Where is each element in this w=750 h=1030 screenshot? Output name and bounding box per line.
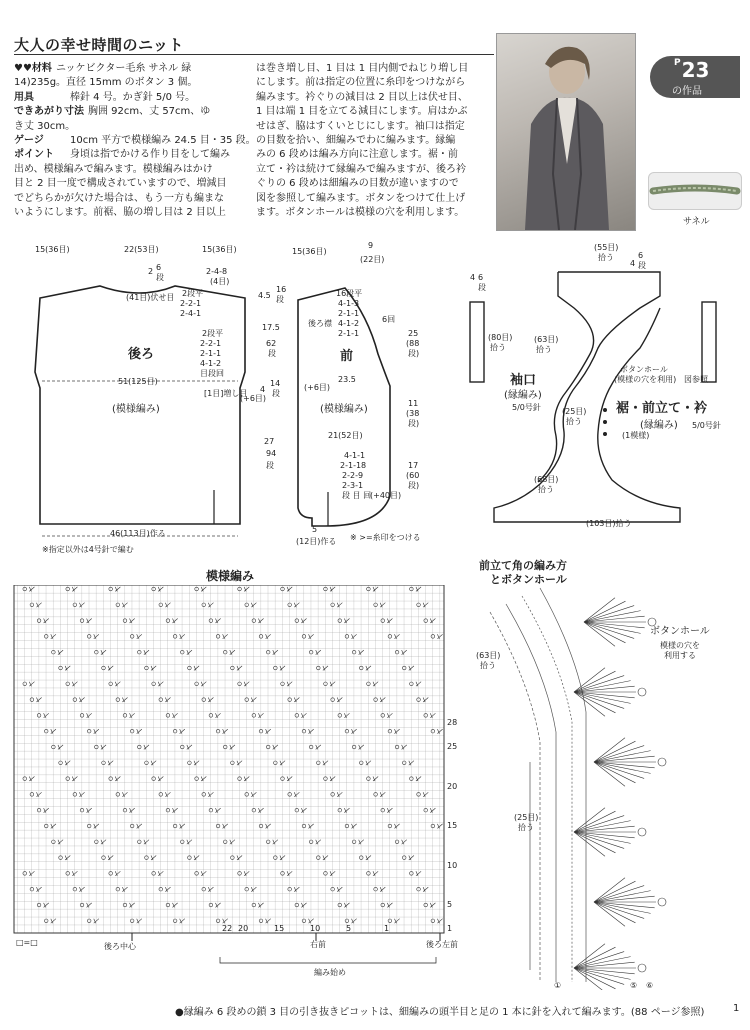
crochet-stitch xyxy=(594,762,625,786)
chart-start-label: 編み始め xyxy=(314,968,346,977)
front-neck-dec: 2-1-1 xyxy=(338,309,360,318)
front-hem-inc: 4-1-1 xyxy=(344,451,366,460)
crochet-stitch xyxy=(574,808,605,832)
crochet-mark: ① xyxy=(554,981,562,990)
page-title: 大人の幸せ時間のニット xyxy=(14,36,184,54)
front-hem-inc: 2-3-1 xyxy=(342,481,364,490)
crochet-stitch xyxy=(594,878,625,902)
crochet-25-sub: 拾う xyxy=(518,823,534,832)
size-text: 胸囲 92cm、丈 57cm、ゆ xyxy=(88,106,211,118)
crochet-63: (63目) xyxy=(476,651,501,660)
front-left-rows: 段 xyxy=(268,349,276,358)
back-side-inc: [1目]増し目 xyxy=(204,389,248,398)
edging-hook: 5/0号針 xyxy=(692,421,721,430)
title-divider xyxy=(14,54,494,55)
crochet-stitch xyxy=(574,832,631,843)
chart-legend: □=□ xyxy=(16,938,38,947)
front-right-dim: 25 xyxy=(408,329,419,338)
instruction-line: 立て・衿は続けて縁編みで編みますが、後ろ衿 xyxy=(256,163,466,175)
chart-col-number: 1 xyxy=(384,924,390,933)
crochet-mark: ⑥ xyxy=(646,981,654,990)
front-width: 23.5 xyxy=(338,375,356,384)
back-shoulder: 2-4-8 xyxy=(206,267,228,276)
instruction-line: ます。ボタンホールは模様の穴を利用します。 xyxy=(256,207,465,219)
front-bottom-sub: (12目)作る xyxy=(296,537,337,546)
front-left-rows: 16 xyxy=(276,285,287,294)
front-hem-inc-total: (+40目) xyxy=(370,491,402,500)
front-inc-note: (+6目) xyxy=(240,394,267,403)
back-top-dim: 22(53目) xyxy=(124,245,159,254)
edging-front-count: (25目) xyxy=(562,407,587,416)
front-right-dim: (60 xyxy=(406,471,420,480)
front-piece-name: 前 xyxy=(340,349,354,364)
front-right-dim: (88 xyxy=(406,339,420,348)
crochet-stitch xyxy=(594,902,651,913)
back-armhole-dec: 4-1-2 xyxy=(200,359,222,368)
instruction-line: にします。前は指定の位置に糸印をつけながら xyxy=(256,77,466,89)
materials-text-2: 14)235g。直径 15mm のボタン 3 個。 xyxy=(14,77,198,89)
page-badge-label: の作品 xyxy=(672,86,702,97)
page-badge-value: 23 xyxy=(681,58,710,82)
front-hem-inc: 2-2-9 xyxy=(342,471,364,480)
edging-curve-count: (68目) xyxy=(534,475,559,484)
crochet-diagram xyxy=(470,582,740,990)
back-pattern: (模様編み) xyxy=(112,404,160,415)
back-armhole-dec: 目段回 xyxy=(200,369,224,378)
tools-text: 棒針 4 号。かぎ針 5/0 号。 xyxy=(70,91,196,103)
front-neck-dec: 4-1-2 xyxy=(338,319,360,328)
tools-label: 用具 xyxy=(14,91,34,103)
materials-text: ニッケビクター毛糸 サネル 緑 xyxy=(55,63,192,74)
edging-left-rows: 段 xyxy=(478,283,486,292)
needle-note: ※指定以外は4号針で編む xyxy=(42,545,134,554)
front-side: 27 xyxy=(264,437,275,446)
gauge-label: ゲージ xyxy=(14,135,44,147)
instruction-line: は巻き増し目、1 目は 1 目内側でねじり増し目 xyxy=(256,63,469,74)
front-neck-col: 6回 xyxy=(382,315,396,324)
crochet-25: (25目) xyxy=(514,813,539,822)
crochet-stitch xyxy=(574,681,631,692)
front-hem-inc: 2-1-18 xyxy=(340,461,367,470)
size-label: できあがり寸法 xyxy=(14,106,84,118)
model-photo xyxy=(496,33,636,231)
front-right-dim: (38 xyxy=(406,409,420,418)
chart-left-label: 後ろ左前 xyxy=(426,940,458,949)
chart-col-number: 10 xyxy=(310,924,321,933)
crochet-stitch xyxy=(584,622,641,633)
edging-left-rows: 4 xyxy=(470,273,476,282)
instructions-column-1 xyxy=(14,62,256,220)
edging-buttonhole-ref: 図参照 xyxy=(684,375,708,384)
instruction-line: 編みます。衿ぐりの減目は 2 目以上は伏せ目、 xyxy=(256,91,468,103)
instruction-line: ぐりの 6 段めは細編みの目数が違いますので xyxy=(256,178,459,190)
crochet-63-sub: 拾う xyxy=(480,661,496,670)
edging-buttonhole-2: (模様の穴を利用) xyxy=(614,375,677,384)
front-top-sub: (22目) xyxy=(360,255,385,264)
crochet-stitch xyxy=(584,622,615,646)
crochet-stitch xyxy=(594,891,651,902)
chart-row-number: 15 xyxy=(447,821,458,830)
edging-name: 裾・前立て・衿 xyxy=(616,401,708,416)
edging-left-rows: 6 xyxy=(478,273,484,282)
chart-col-number: 22 xyxy=(222,924,233,933)
front-right-dim: 17 xyxy=(408,461,419,470)
crochet-stitch xyxy=(574,692,605,716)
schematic-diagrams xyxy=(0,236,750,566)
front-right-dim: 段) xyxy=(408,481,420,490)
chart-row-number: 5 xyxy=(447,900,453,909)
back-top-dim: 15(36目) xyxy=(35,245,70,254)
edging-top: (55目) xyxy=(594,243,619,252)
front-left-rows: 62 xyxy=(266,339,277,348)
crochet-stitch xyxy=(574,692,631,703)
picot-symbol xyxy=(638,828,646,836)
back-neck-bindoff: (41目)伏せ目 xyxy=(126,293,175,302)
edging-sleeve-pattern: (縁編み) xyxy=(504,390,542,401)
gauge-text: 10cm 平方で模様編み 24.5 目・35 段。 xyxy=(70,135,256,147)
chart-row-number: 25 xyxy=(447,742,458,751)
front-hem-inc: 段 目 回 xyxy=(342,491,372,500)
chart-row-number: 28 xyxy=(447,718,458,727)
front-left-dim: 4 xyxy=(260,385,266,394)
front-neck-dec: 16段平 xyxy=(336,289,363,298)
instruction-line: みの 6 段めは編み方向に注意します。裾・前 xyxy=(256,149,458,161)
picot-symbol xyxy=(648,618,656,626)
chart-col-number: 5 xyxy=(346,924,352,933)
pattern-chart xyxy=(10,585,460,985)
point-line: でどちらかが欠けた場合は、もう一方も編まな xyxy=(14,192,224,204)
crochet-stitch xyxy=(584,611,641,622)
crochet-buttonhole-note: 模様の穴を xyxy=(660,641,700,650)
crochet-stitch xyxy=(574,821,631,832)
size-text-2: き丈 30cm。 xyxy=(14,120,76,132)
chart-col-number: 20 xyxy=(238,924,249,933)
point-line: 出め、模様編みで編みます。模様編みはかけ xyxy=(14,163,213,175)
point-line: 目と 2 目一度で構成されていますので、増減目 xyxy=(14,178,227,190)
crochet-stitch xyxy=(574,944,605,968)
front-right-dim: 段) xyxy=(408,349,420,358)
front-top-dim: 15(36目) xyxy=(292,247,327,256)
edging-pattern: (縁編み) xyxy=(640,420,678,431)
crochet-mark: ⑤ xyxy=(630,981,638,990)
front-right-dim: 11 xyxy=(408,399,419,408)
front-left-rows: 14 xyxy=(270,379,281,388)
edging-neck-count: (63目) xyxy=(534,335,559,344)
edging-front-sub: 拾う xyxy=(566,417,582,426)
materials-label: ♥♥材料 xyxy=(14,63,52,74)
edging-neck-sub: 拾う xyxy=(536,345,552,354)
chart-row-number: 1 xyxy=(447,924,453,933)
back-neck-rows: 段 xyxy=(156,273,164,282)
picot-symbol xyxy=(638,964,646,972)
crochet-stitch xyxy=(574,668,605,692)
chart-center-label: 後ろ中心 xyxy=(104,942,136,951)
yarn-sample-image xyxy=(648,172,742,210)
edging-top-sub: 拾う xyxy=(598,253,614,262)
crochet-buttonhole: ボタンホール xyxy=(650,626,710,637)
back-shoulder: (4目) xyxy=(210,277,230,286)
crochet-title-2: とボタンホール xyxy=(490,573,567,586)
crochet-buttonhole-note-2: 利用する xyxy=(664,651,696,660)
point-label: ポイント xyxy=(14,149,54,161)
back-width: 51(125目) xyxy=(118,377,158,386)
front-inc-note-2: (+6目) xyxy=(304,383,331,392)
instruction-line: せはぎ、脇はすくいとじにします。袖口は指定 xyxy=(256,120,465,132)
edging-sleeve-sub: 拾う xyxy=(490,343,506,352)
chart-row-number: 10 xyxy=(447,861,458,870)
front-neck-dec: 4-1-3 xyxy=(338,299,360,308)
back-piece-name: 後ろ xyxy=(128,347,155,362)
crochet-stitch xyxy=(594,751,651,762)
point-line: 身頃は指でかける作り目をして編み xyxy=(70,149,230,161)
back-armhole-dec: 2-1-1 xyxy=(200,349,222,358)
page-badge-number xyxy=(674,58,709,82)
crochet-title: 前立て角の編み方 xyxy=(479,559,567,572)
back-armhole-dec: 2-2-1 xyxy=(200,339,222,348)
front-left-rows: 段 xyxy=(272,389,280,398)
page-badge xyxy=(650,56,740,98)
front-bottom: 5 xyxy=(312,525,318,534)
crochet-stitch xyxy=(594,762,651,773)
edging-sleeve-name: 袖口 xyxy=(510,373,537,388)
instruction-line: 1 目は端 1 目を立てる減目にします。肩はかぶ xyxy=(256,106,468,118)
page-badge-prefix: P xyxy=(674,58,681,68)
front-left-dim: 4.5 xyxy=(258,291,271,300)
front-left-rows: 段 xyxy=(276,295,284,304)
crochet-stitch xyxy=(574,832,605,856)
edging-right-rows: 4 xyxy=(630,259,636,268)
instruction-line: 図を参照して編みます。ボタンをつけて仕上げ xyxy=(256,192,466,204)
front-width-2: 21(52目) xyxy=(328,431,363,440)
edging-right-rows: 6 xyxy=(638,251,644,260)
point-line: いようにします。前裾、脇の増し目は 2 目以上 xyxy=(14,207,226,219)
back-neck-dec: 2-2-1 xyxy=(180,299,202,308)
front-fold: 後ろ襟 xyxy=(308,319,332,328)
edging-sleeve-count: (80目) xyxy=(488,333,513,342)
chart-col-number: 15 xyxy=(274,924,285,933)
chart-row-number: 20 xyxy=(447,782,458,791)
instructions-column-2 xyxy=(256,62,488,220)
edging-one-stitch: (1模様) xyxy=(622,431,650,440)
picot-symbol xyxy=(638,688,646,696)
instruction-line: の目数を拾い、細編みでわに編みます。縁編 xyxy=(256,135,456,147)
back-neck-dec: 2-4-1 xyxy=(180,309,202,318)
front-neck-dec: 2-1-1 xyxy=(338,329,360,338)
front-top-dim: 9 xyxy=(368,241,374,250)
front-left-dim: 17.5 xyxy=(262,323,280,332)
crochet-stitch xyxy=(574,968,631,979)
front-side: 94 xyxy=(266,449,277,458)
picot-symbol xyxy=(658,898,666,906)
picot-symbol xyxy=(658,758,666,766)
edging-sleeve-hook: 5/0号針 xyxy=(512,403,541,412)
back-neck-rows: 2 xyxy=(148,267,154,276)
back-neck-dec: 2段平 xyxy=(182,289,204,298)
footer-note: ●縁編み 6 段めの鎖 3 目の引き抜きピコットは、細編みの頭半目と足の 1 本に針を入れて編みます。(88 ページ参照) xyxy=(175,1007,705,1018)
yarn-label: サネル xyxy=(683,217,710,227)
edging-buttonhole: ボタンホール xyxy=(620,365,668,374)
crochet-stitch xyxy=(584,598,615,622)
front-pattern: (模様編み) xyxy=(320,404,368,415)
back-neck-rows: 6 xyxy=(156,263,162,272)
crochet-stitch xyxy=(594,738,625,762)
edging-right-rows: 段 xyxy=(638,261,646,270)
crochet-stitch xyxy=(594,902,625,926)
front-right-dim: 段) xyxy=(408,419,420,428)
crochet-stitch xyxy=(574,957,631,968)
edging-bottom: (103目)拾う xyxy=(586,519,632,528)
back-armhole-dec: 2段平 xyxy=(202,329,224,338)
chart-title: 模様編み xyxy=(206,569,255,583)
edging-curve-sub: 拾う xyxy=(538,485,554,494)
back-bottom: 46(113目)作る xyxy=(110,529,166,538)
page-number: 1 xyxy=(733,1003,740,1014)
back-top-dim: 15(36目) xyxy=(202,245,237,254)
front-mark-note: ※ >=糸印をつける xyxy=(350,533,421,542)
front-side: 段 xyxy=(266,461,274,470)
chart-right-label: 右前 xyxy=(310,940,326,949)
